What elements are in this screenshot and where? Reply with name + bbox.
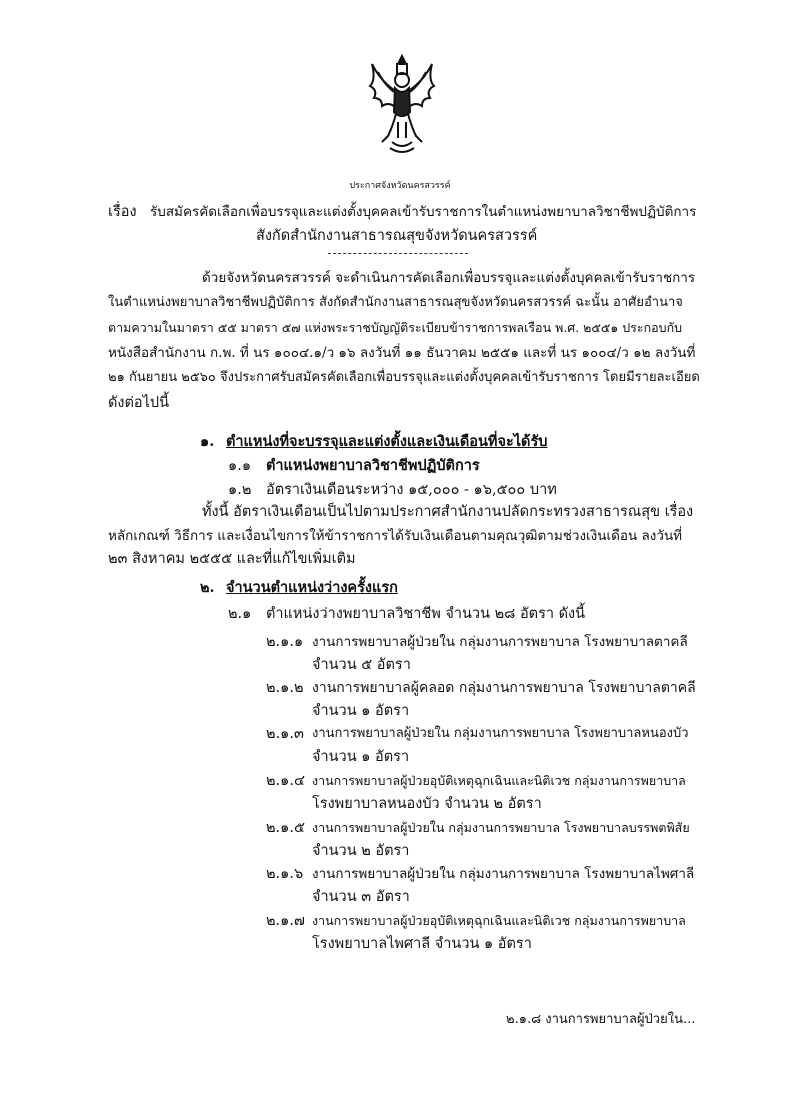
list-item-line: จำนวน ๑ อัตรา xyxy=(312,749,410,765)
list-item-number: ๒.๑.๒ xyxy=(266,680,304,696)
list-item-number: ๒.๑.๑ xyxy=(266,634,304,650)
item-1-2-text: อัตราเงินเดือนระหว่าง ๑๕,๐๐๐ - ๑๖,๕๐๐ บาท xyxy=(266,482,557,498)
section-2-number: ๒. xyxy=(200,579,215,596)
list-item-line: งานการพยาบาลผู้ป่วยใน กลุ่มงานการพยาบาล โรงพยาบาลบรรพตพิสัย xyxy=(312,820,690,835)
item-1-1-number: ๑.๑ xyxy=(228,458,252,474)
list-item-number: ๒.๑.๗ xyxy=(266,913,305,929)
list-item-line: งานการพยาบาลผู้ป่วยใน กลุ่มงานการพยาบาล โรงพยาบาลตาคลี xyxy=(312,634,688,650)
salary-note-line: ๒๓ สิงหาคม ๒๕๕๕ และที่แก้ไขเพิ่มเติม xyxy=(108,551,356,567)
item-1-1-text: ตำแหน่งพยาบาลวิชาชีพปฏิบัติการ xyxy=(266,457,480,474)
list-item-line: จำนวน ๕ อัตรา xyxy=(312,657,411,673)
list-item-line: จำนวน ๒ อัตรา xyxy=(312,843,410,859)
item-2-1-number: ๒.๑ xyxy=(228,606,252,622)
intro-line: ตามความในมาตรา ๕๕ มาตรา ๕๗ แห่งพระราชบัญญัติระเบียบข้าราชการพลเรือน พ.ศ. ๒๕๕๑ ประกอบกับ xyxy=(108,320,683,335)
item-2-1-text: ตำแหน่งว่างพยาบาลวิชาชีพ จำนวน ๒๘ อัตรา ดังนี้ xyxy=(266,606,586,622)
list-item-line: งานการพยาบาลผู้ป่วยใน กลุ่มงานการพยาบาล โรงพยาบาลไพศาลี xyxy=(312,866,695,882)
list-item-line: งานการพยาบาลผู้ป่วยอุบัติเหตุฉุกเฉินและนิติเวช กลุ่มงานการพยาบาล xyxy=(312,913,686,928)
list-item-line: โรงพยาบาลหนองบัว จำนวน ๒ อัตรา xyxy=(312,796,542,812)
item-1-2-number: ๑.๒ xyxy=(228,482,252,498)
list-item-line: งานการพยาบาลผู้ป่วยใน กลุ่มงานการพยาบาล โรงพยาบาลหนองบัว xyxy=(312,726,689,741)
separator-line xyxy=(328,253,468,254)
subject-line-2: สังกัดสำนักงานสาธารณสุขจังหวัดนครสวรรค์ xyxy=(256,228,538,244)
list-item-number: ๒.๑.๖ xyxy=(266,866,304,882)
list-item-line: จำนวน ๑ อัตรา xyxy=(312,703,410,719)
section-1-heading: ตำแหน่งที่จะบรรจุและแต่งตั้งและเงินเดือนที่จะได้รับ xyxy=(226,433,548,450)
list-item-line: งานการพยาบาลผู้คลอด กลุ่มงานการพยาบาล โรงพยาบาลตาคลี xyxy=(312,680,696,696)
page-title: ประกาศจังหวัดนครสวรรค์ xyxy=(349,181,451,191)
list-item-line: โรงพยาบาลไพศาลี จำนวน ๑ อัตรา xyxy=(312,936,532,952)
intro-line: ในตำแหน่งพยาบาลวิชาชีพปฏิบัติการ สังกัดสำนักงานสาธารณสุขจังหวัดนครสวรรค์ ฉะนั้น อาศัยอำนาจ xyxy=(108,295,683,310)
intro-line: ๒๑ กันยายน ๒๕๖๐ จึงประกาศรับสมัครคัดเลือกเพื่อบรรจุและแต่งตั้งบุคคลเข้ารับราชการ โดยมีรายละเอียด xyxy=(108,370,700,385)
list-item-line: จำนวน ๓ อัตรา xyxy=(312,889,410,905)
section-1-number: ๑. xyxy=(200,433,215,450)
salary-note-line: หลักเกณฑ์ วิธีการ และเงื่อนไขการให้ข้าราชการได้รับเงินเดือนตามคุณวุฒิตามช่วงเงินเดือน ลงวันที่ xyxy=(108,528,683,544)
section-2-heading: จำนวนตำแหน่งว่างครั้งแรก xyxy=(226,579,398,596)
intro-line: ด้วยจังหวัดนครสวรรค์ จะดำเนินการคัดเลือกเพื่อบรรจุและแต่งตั้งบุคคลเข้ารับราชการ xyxy=(202,270,696,286)
intro-line: ดังต่อไปนี้ xyxy=(108,395,170,411)
subject-label: เรื่อง xyxy=(108,204,137,220)
intro-line: หนังสือสำนักงาน ก.พ. ที่ นร ๑๐๐๔.๑/ว ๑๖ ลงวันที่ ๑๑ ธันวาคม ๒๕๕๑ และที่ นร ๑๐๐๔/ว ๑๒ ลงวันที่ xyxy=(108,345,696,361)
list-item-number: ๒.๑.๓ xyxy=(266,726,304,742)
list-item-line: งานการพยาบาลผู้ป่วยอุบัติเหตุฉุกเฉินและนิติเวช กลุ่มงานการพยาบาล xyxy=(312,773,686,788)
salary-note-line: ทั้งนี้ อัตราเงินเดือนเป็นไปตามประกาศสำนักงานปลัดกระทรวงสาธารณสุข เรื่อง xyxy=(202,504,694,520)
continuation-text: ๒.๑.๘ งานการพยาบาลผู้ป่วยใน... xyxy=(506,1012,696,1027)
subject-line-1: รับสมัครคัดเลือกเพื่อบรรจุและแต่งตั้งบุคคลเข้ารับราชการในตำแหน่งพยาบาลวิชาชีพปฏิบัติการ xyxy=(150,204,697,220)
garuda-emblem-icon xyxy=(362,50,442,160)
list-item-number: ๒.๑.๔ xyxy=(266,773,305,789)
list-item-number: ๒.๑.๕ xyxy=(266,820,305,836)
